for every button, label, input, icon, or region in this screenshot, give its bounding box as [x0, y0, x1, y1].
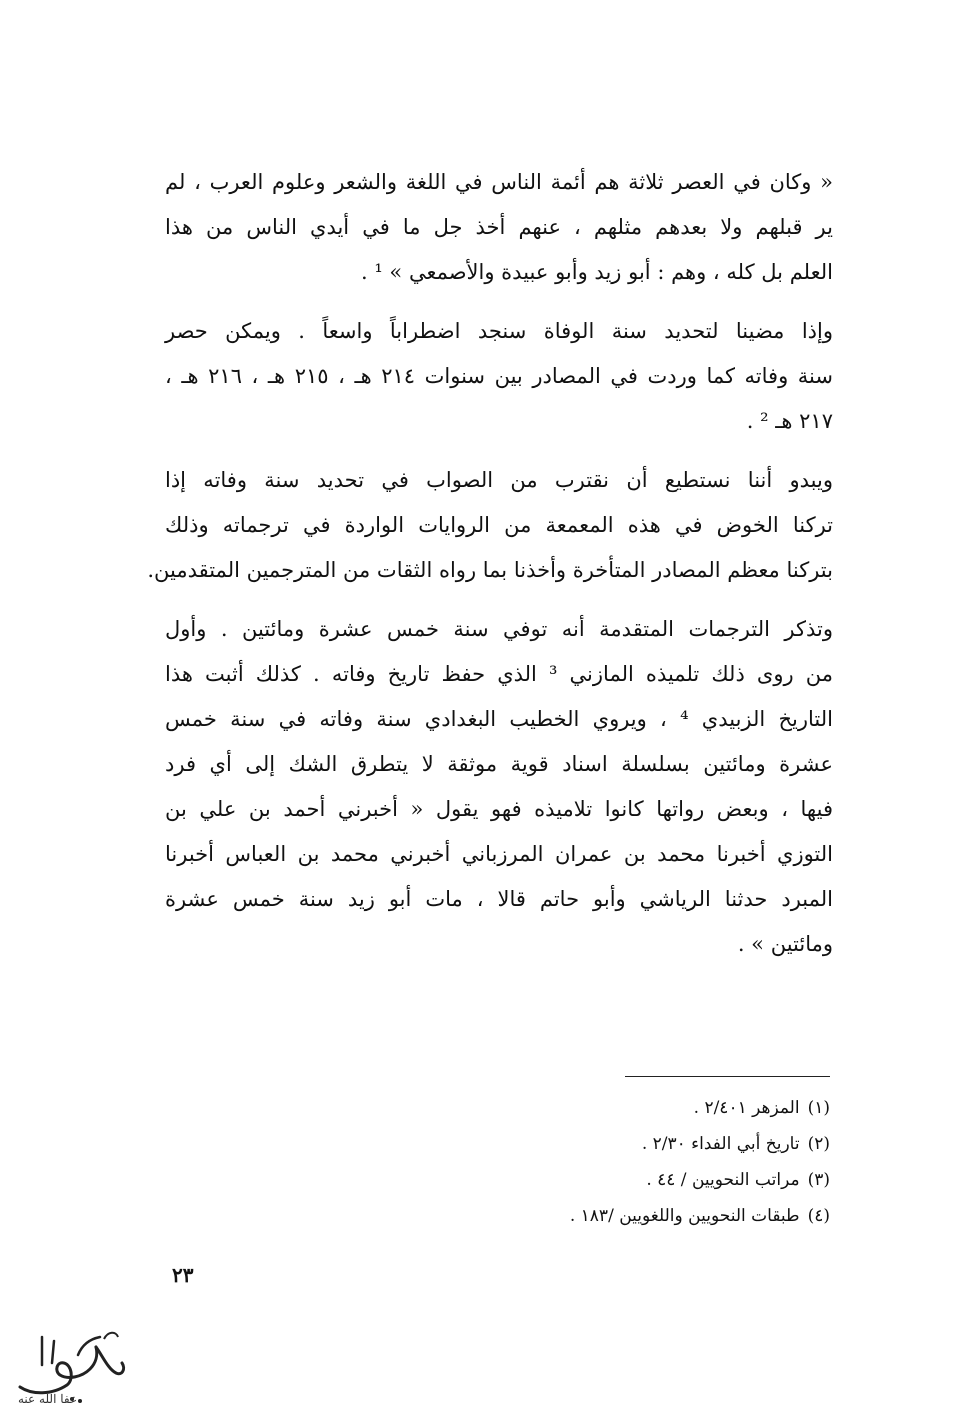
paragraph	[165, 607, 833, 967]
text-line: ومائتين » .	[737, 932, 833, 956]
footnote-divider	[625, 1076, 830, 1077]
footnote-number: (٢)	[807, 1134, 830, 1154]
footnote-text: مراتب النحويين / ٤٤ .	[646, 1170, 800, 1190]
text-line: العلم بل كله ، وهم : أبو زيد وأبو عبيدة والأصمعي » ¹ .	[360, 260, 833, 284]
text-line: التاريخ الزبيدي ⁴ ، ويروي الخطيب البغدادي سنة وفاته في سنة خمس	[165, 707, 834, 731]
footnote-text: تاريخ أبي الفداء ٢/٣٠ .	[641, 1134, 800, 1154]
paragraph	[147, 458, 833, 593]
seal-subtext: عفا الله عنه	[18, 1392, 78, 1406]
text-line: من روى ذلك تلميذه المازني ³ الذي حفظ تاريخ وفاته . كذلك أثبت هذا	[165, 662, 833, 686]
paragraph	[165, 309, 833, 444]
footnote-number: (٣)	[807, 1170, 830, 1190]
footnote-item	[400, 1162, 830, 1198]
text-line: وتذكر الترجمات المتقدمة أنه توفي سنة خمس عشرة ومائتين . وأول	[165, 617, 833, 641]
paragraph	[165, 160, 833, 295]
text-line: فيها ، وبعض رواتها كانوا تلاميذه فهو يقول « أخبرني أحمد بن علي بن	[165, 797, 833, 821]
text-line: تركنا الخوض في هذه المعمعة من الروايات الواردة في ترجماته وذلك	[165, 513, 833, 537]
footnote-number: (١)	[807, 1098, 830, 1118]
text-line: وإذا مضينا لتحديد سنة الوفاة سنجد اضطراباً واسعاً . ويمكن حصر	[165, 319, 833, 343]
footnote-text: المزهر ٢/٤٠١ .	[693, 1098, 800, 1118]
text-line: التوزي أخبرنا محمد بن عمران المرزباني أخبرني محمد بن العباس أخبرنا	[165, 842, 833, 866]
footnote-item	[400, 1090, 830, 1126]
body-text	[147, 160, 834, 981]
page-number: ٢٣	[172, 1263, 194, 1287]
footnote-number: (٤)	[807, 1206, 830, 1226]
text-line: ويبدو أننا نستطيع أن نقترب من الصواب في تحديد سنة وفاته إذا	[165, 468, 833, 492]
text-line: عشرة ومائتين بسلسلة اسناد قوية موثقة لا يتطرق الشك إلى أي فرد	[165, 752, 833, 776]
text-line: « وكان في العصر ثلاثة هم أئمة الناس في اللغة والشعر وعلوم العرب ، لم	[165, 170, 833, 194]
text-line: بتركنا معظم المصادر المتأخرة وأخذنا بما رواه الثقات من المترجمين المتقدمين.	[147, 558, 833, 582]
footnote-item	[400, 1126, 830, 1162]
footnote-text: طبقات النحويين واللغويين /١٨٣ .	[569, 1206, 800, 1226]
text-line: ير قبلهم ولا بعدهم مثلهم ، عنهم أخذ جل ما في أيدي الناس من هذا	[165, 215, 833, 239]
text-line: ٢١٧ هـ ² .	[746, 409, 833, 433]
text-line: سنة وفاته كما وردت في المصادر بين سنوات ٢١٤ هـ ، ٢١٥ هـ ، ٢١٦ هـ ،	[165, 364, 833, 388]
text-line: المبرد حدثنا الرياشي وأبو حاتم قالا ، مات أبو زيد سنة خمس عشرة	[165, 887, 833, 911]
footnote-item	[400, 1198, 830, 1234]
footnotes	[400, 1090, 830, 1234]
